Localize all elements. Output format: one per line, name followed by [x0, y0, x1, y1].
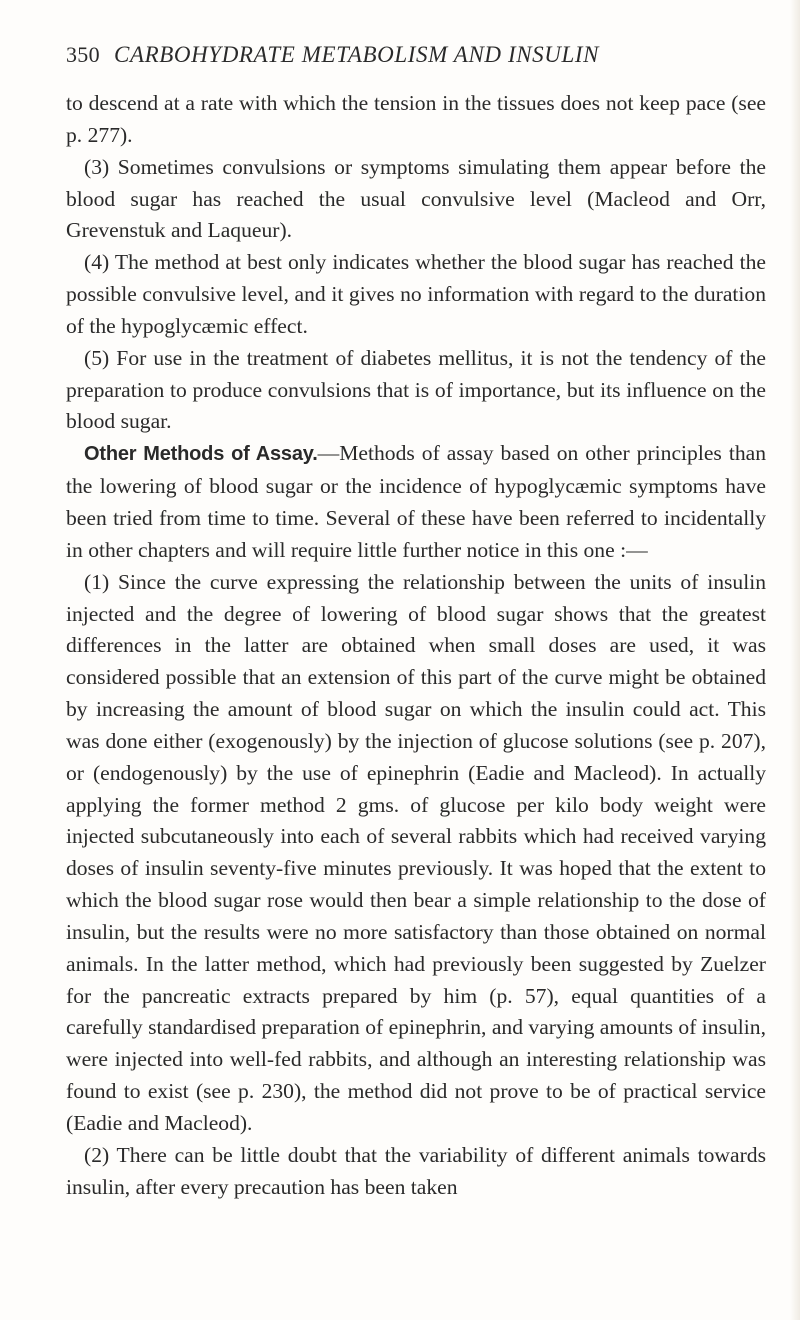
page-header [66, 42, 766, 88]
paragraph-item-4: (4) The method at best only indicates whether the blood sugar has reached the possible convulsive level, and it gives no information with regard to the duration of the hypoglycæmic effect. [66, 250, 766, 338]
page-edge-shadow [790, 0, 800, 1320]
page-number: 350 [66, 42, 100, 67]
body-text [66, 88, 766, 1204]
paragraph-continuation: to descend at a rate with which the tension in the tissues does not keep pace (see p. 277). [66, 91, 766, 147]
running-title: CARBOHYDRATE METABOLISM AND INSULIN [114, 42, 600, 67]
section-paragraph-other-methods [66, 438, 766, 566]
section-text: —Methods of assay based on other principles than the lowering of blood sugar or the incidence of hypoglycæmic symptoms have been tried from time to time. Several of these have been referred to incidentally in other chapters and will require little further notice in this one :— [66, 441, 766, 562]
book-page [66, 42, 766, 1204]
paragraph-method-1: (1) Since the curve expressing the relationship between the units of insulin injected and the degree of lowering of blood sugar shows that the greatest differences in the latter are obtained when small doses are used, it was considered possible that an extension of this part of the curve might be obtained by increasing the amount of blood sugar on which the insulin could act. This was done either (exogenously) by the injection of glucose solutions (see p. 207), or (endogenously) by the use of epinephrin (Eadie and Macleod). In actually applying the former method 2 gms. of glucose per kilo body weight were injected subcutaneously into each of several rabbits which had received varying doses of insulin seventy-five minutes previously. It was hoped that the extent to which the blood sugar rose would then bear a simple relationship to the dose of insulin, but the results were no more satisfactory than those obtained on normal animals. In the latter method, which had previously been suggested by Zuelzer for the pancreatic extracts prepared by him (p. 57), equal quantities of a carefully standardised preparation of epinephrin, and varying amounts of insulin, were injected into well-fed rabbits, and although an interesting relationship was found to exist (see p. 230), the method did not prove to be of practical service (Eadie and Macleod). [66, 569, 766, 1135]
section-heading: Other Methods of Assay. [84, 443, 318, 466]
paragraph-item-3: (3) Sometimes convulsions or symptoms simulating them appear before the blood sugar has reached the usual convulsive level (Macleod and Orr, Grevenstuk and Laqueur). [66, 154, 766, 243]
paragraph-item-5: (5) For use in the treatment of diabetes mellitus, it is not the tendency of the preparation to produce convulsions that is of importance, but its influence on the blood sugar. [66, 345, 766, 434]
paragraph-method-2: (2) There can be little doubt that the variability of different animals towards insulin, after every precaution has been taken [66, 1142, 766, 1199]
